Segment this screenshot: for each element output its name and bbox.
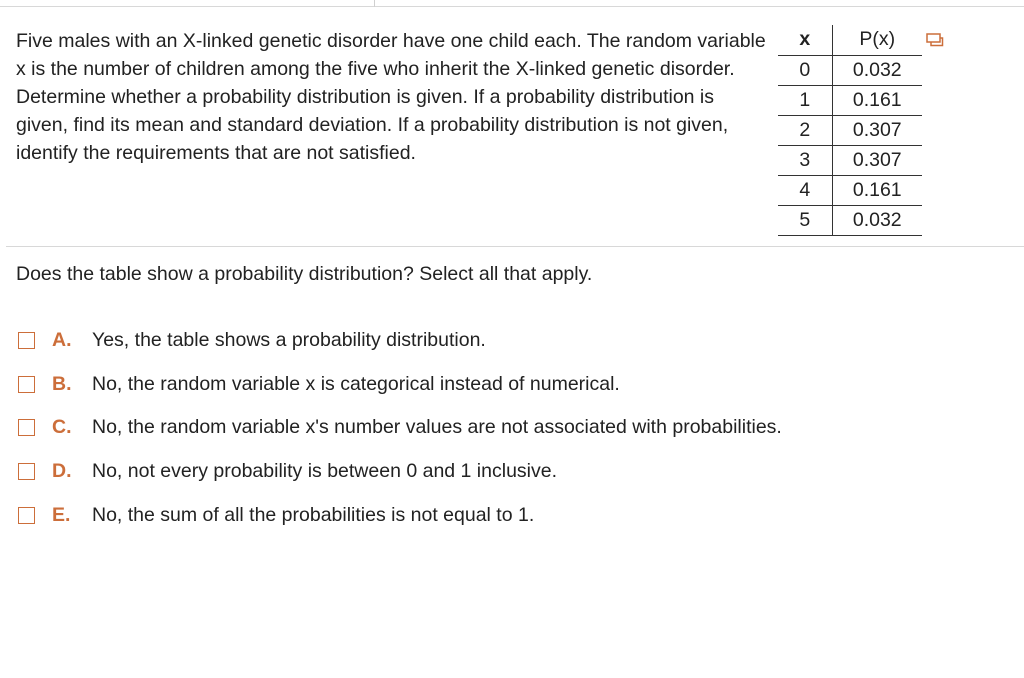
option-b-text[interactable]: No, the random variable x is categorical instead of numerical. bbox=[92, 372, 620, 395]
top-divider bbox=[0, 6, 1024, 7]
probability-table bbox=[778, 25, 922, 236]
option-d[interactable] bbox=[18, 458, 557, 484]
option-b-checkbox[interactable] bbox=[18, 376, 35, 393]
option-e[interactable] bbox=[18, 502, 534, 528]
option-d-letter: D. bbox=[52, 459, 72, 482]
cell-x: 1 bbox=[778, 85, 832, 115]
cell-x: 4 bbox=[778, 175, 832, 205]
cell-p: 0.161 bbox=[832, 85, 922, 115]
header-px: P(x) bbox=[832, 25, 922, 55]
option-d-checkbox[interactable] bbox=[18, 463, 35, 480]
cell-x: 0 bbox=[778, 55, 832, 85]
option-a[interactable] bbox=[18, 327, 486, 353]
table-row bbox=[778, 175, 922, 205]
cell-p: 0.307 bbox=[832, 115, 922, 145]
option-e-letter: E. bbox=[52, 503, 71, 526]
cell-x: 2 bbox=[778, 115, 832, 145]
header-x: x bbox=[778, 25, 832, 55]
cell-p: 0.032 bbox=[832, 205, 922, 235]
cell-x: 3 bbox=[778, 145, 832, 175]
cell-p: 0.161 bbox=[832, 175, 922, 205]
table-row bbox=[778, 205, 922, 235]
option-c-text[interactable]: No, the random variable x's number values are not associated with probabilities. bbox=[92, 415, 782, 438]
option-a-text[interactable]: Yes, the table shows a probability distribution. bbox=[92, 328, 486, 351]
option-b[interactable] bbox=[18, 371, 620, 397]
cell-x: 5 bbox=[778, 205, 832, 235]
table-header-row bbox=[778, 25, 922, 55]
question-text: Five males with an X-linked genetic disorder have one child each. The random variable x is the number of children among the five who inherit the X-linked genetic disorder. Determine whether a probability distribution is given. If a probability distribution is given, find its mean and standard deviation. If a probability distribution is not given, identify the requirements that are not satisfied. bbox=[16, 30, 766, 164]
cell-p: 0.032 bbox=[832, 55, 922, 85]
option-b-letter: B. bbox=[52, 372, 72, 395]
copy-data-icon[interactable] bbox=[926, 33, 944, 47]
table-row bbox=[778, 145, 922, 175]
option-c-letter: C. bbox=[52, 415, 72, 438]
table-row bbox=[778, 115, 922, 145]
table-row bbox=[778, 55, 922, 85]
table-row bbox=[778, 85, 922, 115]
option-c[interactable] bbox=[18, 414, 782, 440]
top-divider-tick bbox=[374, 0, 375, 7]
cell-p: 0.307 bbox=[832, 145, 922, 175]
section-divider bbox=[6, 246, 1024, 247]
prompt-text: Does the table show a probability distribution? Select all that apply. bbox=[16, 263, 593, 285]
option-d-text[interactable]: No, not every probability is between 0 and 1 inclusive. bbox=[92, 459, 558, 482]
option-a-letter: A. bbox=[52, 328, 72, 351]
option-a-checkbox[interactable] bbox=[18, 332, 35, 349]
option-e-text[interactable]: No, the sum of all the probabilities is not equal to 1. bbox=[92, 503, 535, 526]
option-e-checkbox[interactable] bbox=[18, 507, 35, 524]
option-c-checkbox[interactable] bbox=[18, 419, 35, 436]
